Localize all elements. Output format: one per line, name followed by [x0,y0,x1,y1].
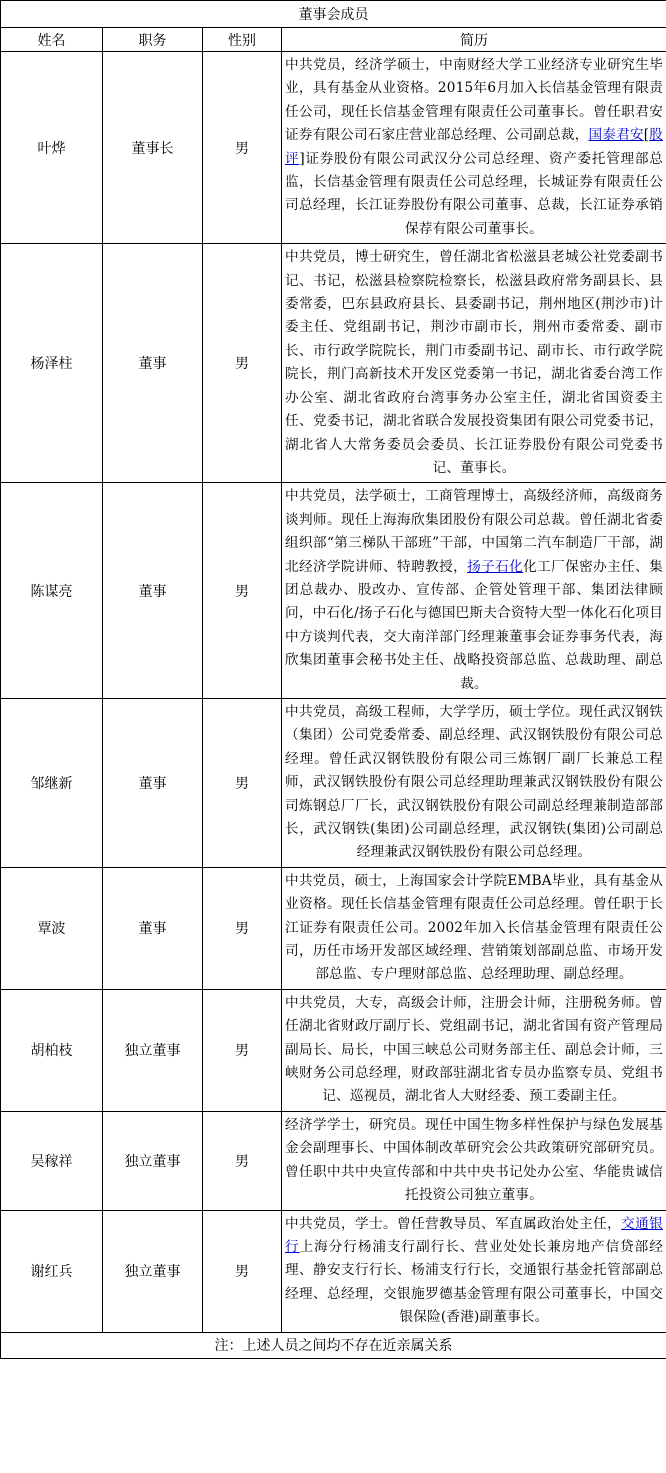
member-name: 邹继新 [1,698,103,867]
member-position: 董事 [103,698,203,867]
member-gender: 男 [203,989,282,1111]
table-row [1,867,666,989]
member-gender: 男 [203,244,282,483]
header-gender: 性别 [203,28,282,52]
bio-text: 中共党员，大专，高级会计师，注册会计师，注册税务师。曾任湖北省财政厅副厅长、党组副书记，湖北省国有资产管理局副局长、局长，中国三峡总公司财务部主任、副总会计师，三峡财务公司总经理，财政部驻湖北省专员办监察专员、党组书记、巡视员，湖北省人大财经委、预工委副主任。 [285,994,663,1105]
member-position: 独立董事 [103,989,203,1111]
table-note-row [1,1332,666,1358]
table-body [1,52,666,1333]
member-gender: 男 [203,483,282,699]
table-row [1,483,666,699]
bio-link[interactable]: 交通银行 [285,1215,663,1255]
header-position: 职务 [103,28,203,52]
member-gender: 男 [203,1210,282,1332]
table-title: 董事会成员 [1,1,666,28]
table-row [1,52,666,244]
member-bio [282,1210,666,1332]
bio-text: 中共党员，法学硕士，工商管理博士，高级经济师，高级商务谈判师。现任上海海欣集团股份有限公司总裁。曾任湖北省委组织部“第三梯队干部班”干部，中国第二汽车制造厂干部，湖北经济学院讲师、特聘教授， [285,488,663,575]
member-bio [282,989,666,1111]
member-gender: 男 [203,867,282,989]
member-gender: 男 [203,52,282,244]
bio-text: [ [643,127,650,144]
table-note: 注：上述人员之间均不存在近亲属关系 [1,1332,666,1358]
member-name: 吴稼祥 [1,1111,103,1210]
bio-link[interactable]: 国泰君安 [588,127,644,144]
member-position: 董事 [103,867,203,989]
table-header-row [1,28,666,52]
table-row [1,244,666,483]
bio-text: 化工厂保密办主任、集团总裁办、股改办、宣传部、企管处管理干部、集团法律顾问，中石化/扬子石化与德国巴斯夫合资特大型一体化石化项目中方谈判代表，交大南洋部门经理兼董事会证券事务代表，海欣集团董事会秘书处主任、战略投资部总监、总裁助理、副总裁。 [285,558,663,692]
bio-text: 中共党员，经济学硕士，中南财经大学工业经济专业研究生毕业，具有基金从业资格。2015年6月加入长信基金管理有限责任公司，现任长信基金管理有限责任公司董事长。曾任职君安证券有限公司石家庄营业部总经理、公司副总裁， [285,57,663,144]
bio-text: 中共党员，高级工程师，大学学历，硕士学位。现任武汉钢铁（集团）公司党委常委、副总经理、武汉钢铁股份有限公司总经理。曾任武汉钢铁股份有限公司三炼钢厂副厂长兼总工程师，武汉钢铁股份有限公司总经理助理兼武汉钢铁股份有限公司炼钢总厂厂长，武汉钢铁股份有限公司副总经理兼制造部部长，武汉钢铁(集团)公司副总经理，武汉钢铁(集团)公司副总经理兼武汉钢铁股份有限公司总经理。 [285,703,663,861]
table-row [1,989,666,1111]
member-position: 独立董事 [103,1210,203,1332]
bio-link[interactable]: 扬子石化 [467,558,524,575]
member-position: 独立董事 [103,1111,203,1210]
member-name: 杨泽柱 [1,244,103,483]
member-gender: 男 [203,698,282,867]
bio-text: 中共党员，硕士，上海国家会计学院EMBA毕业，具有基金从业资格。现任长信基金管理有限责任公司总经理。曾任职于长江证券有限责任公司。2002年加入长信基金管理有限责任公司，历任市场开发部区域经理、营销策划部副总监、市场开发部总监、专户理财部总监、总经理助理、副总经理。 [285,872,663,983]
member-bio [282,244,666,483]
member-name: 陈谋亮 [1,483,103,699]
member-gender: 男 [203,1111,282,1210]
table-row [1,1111,666,1210]
bio-link[interactable]: 股评 [285,127,663,167]
member-name: 覃波 [1,867,103,989]
member-bio [282,698,666,867]
member-name: 胡柏枝 [1,989,103,1111]
header-name: 姓名 [1,28,103,52]
member-name: 谢红兵 [1,1210,103,1332]
member-name: 叶烨 [1,52,103,244]
bio-text: 中共党员，博士研究生，曾任湖北省松滋县老城公社党委副书记、书记，松滋县检察院检察长，松滋县政府常务副县长、县委常委，巴东县政府县长、县委副书记，荆州地区(荆沙市)计委主任、党组副书记，荆沙市副市长，荆州市委常委、副市长、市行政学院院长，荆门市委副书记、副市长、市行政学院院长，荆门高新技术开发区党委第一书记，湖北省委台湾工作办公室、湖北省政府台湾事务办公室主任，湖北省国资委主任、党委书记，湖北省联合发展投资集团有限公司党委书记，湖北省人大常务委员会委员、长江证券股份有限公司党委书记、董事长。 [285,249,663,476]
member-position: 董事 [103,244,203,483]
member-bio [282,52,666,244]
bio-text: 上海分行杨浦支行副行长、营业处处长兼房地产信贷部经理、静安支行行长、杨浦支行行长，交通银行基金托管部副总经理、总经理，交银施罗德基金管理有限公司董事长，中国交银保险(香港)副董事长。 [285,1238,664,1326]
bio-text: 中共党员，学士。曾任营教导员、军直属政治处主任， [285,1215,622,1232]
table-row [1,698,666,867]
member-bio [282,867,666,989]
member-position: 董事长 [103,52,203,244]
bio-text: ]证券股份有限公司武汉分公司总经理、资产委托管理部总监，长信基金管理有限责任公司总经理，长城证券有限责任公司总经理，长江证券股份有限公司董事、总裁，长江证券承销保荐有限公司董事长。 [285,150,663,237]
bio-text: 经济学学士，研究员。现任中国生物多样性保护与绿色发展基金会副理事长、中国体制改革研究会公共政策研究部研究员。曾任职中共中央宣传部和中共中央书记处办公室、华能贵诚信托投资公司独立董事。 [285,1116,663,1204]
member-position: 董事 [103,483,203,699]
member-bio [282,1111,666,1210]
header-bio: 简历 [282,28,666,52]
table-row [1,1210,666,1332]
table-title-row [1,1,666,28]
member-bio [282,483,666,699]
